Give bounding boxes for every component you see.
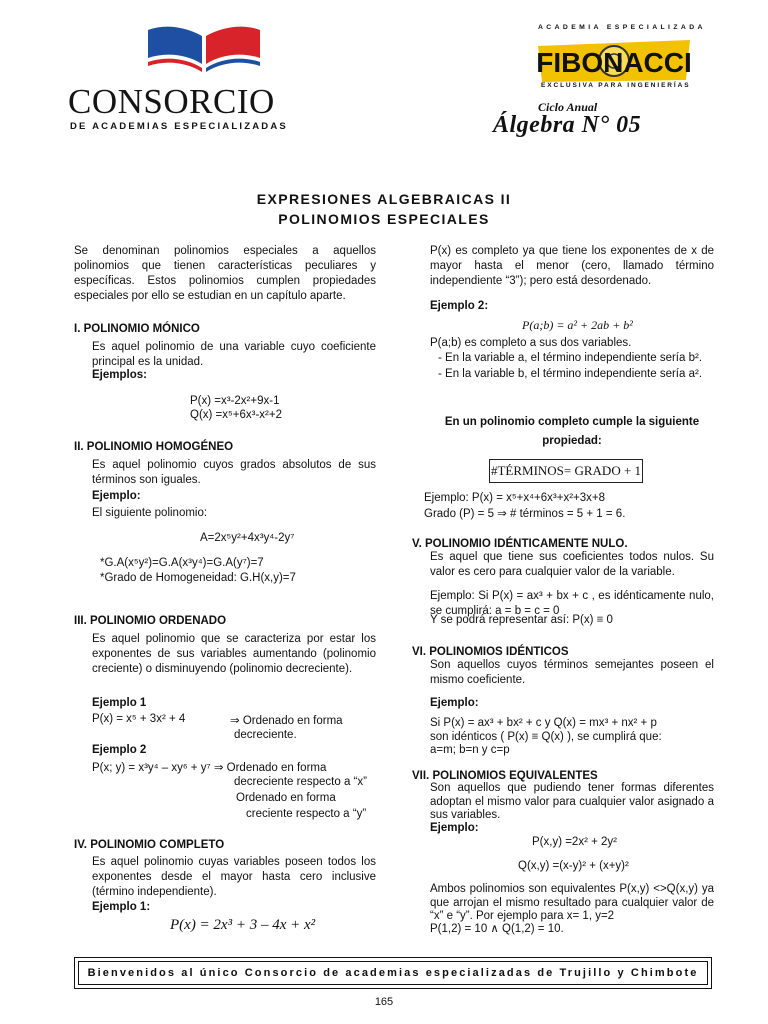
ordenado-ex2-label: Ejemplo 2 [92, 744, 147, 756]
section-monico-heading: I. POLINOMIO MÓNICO [74, 323, 200, 335]
completo-ex-poly: P(x) = 2x³ + 3 – 4x + x² [170, 917, 316, 933]
ordenado-ex1-result: ⇒ Ordenado en forma [230, 715, 343, 727]
completo-ex2-bullet-1: - En la variable a, el término independiente sería b². [438, 352, 703, 364]
section-equivalentes-text: Son aquellos que pudiendo tener formas diferentes adoptan el mismo valor para cualquier valor asignado a sus variables. [430, 782, 714, 821]
ordenado-ex1-result-2: decreciente. [234, 729, 297, 741]
section-completo-heading: IV. POLINOMIO COMPLETO [74, 839, 225, 851]
monico-example-2: Q(x) =x⁵+6x³-x²+2 [190, 409, 282, 421]
equivalentes-ex-text: Ambos polinomios son equivalentes P(x,y) <>Q(x,y) ya que arrojan el mismo resultado para cualquier valor de “x” e “y”. Por ejemplo para x= 1, y=2 [430, 883, 714, 922]
section-completo-text: Es aquel polinomio cuyas variables poseen todos los exponentes desde el mayor hasta cero inclusive (término independiente). [92, 856, 376, 898]
logo-subtitle: DE ACADEMIAS ESPECIALIZADAS [70, 121, 288, 132]
section-monico-text: Es aquel polinomio de una variable cuyo coeficiente principal es la unidad. [92, 341, 376, 368]
fibonacci-bottom-text: EXCLUSIVA PARA INGENIERÍAS [541, 82, 691, 89]
section-equivalentes-heading: VII. POLINOMIOS EQUIVALENTES [412, 770, 598, 782]
identicos-ex-label: Ejemplo: [430, 697, 479, 709]
ordenado-ex1-poly: P(x) = x⁵ + 3x² + 4 [92, 713, 186, 725]
ordenado-ex1-label: Ejemplo 1 [92, 697, 147, 709]
section-identicos-heading: VI. POLINOMIOS IDÉNTICOS [412, 646, 569, 658]
section-monico-ex-label: Ejemplos: [92, 369, 147, 381]
ordenado-ex2-r1: decreciente respecto a “x” [234, 776, 367, 788]
fibonacci-wordmark: FIBONACCI [536, 47, 692, 78]
consorcio-logo [68, 24, 298, 134]
book-logo-icon [144, 24, 264, 84]
monico-example-1: P(x) =x³-2x²+9x-1 [190, 395, 280, 407]
section-identicos-text: Son aquellos cuyos términos semejantes poseen el mismo coeficiente. [430, 659, 714, 686]
completo-ex2-bullet-2: - En la variable b, el término independiente sería a². [438, 368, 703, 380]
property-example-1: Ejemplo: P(x) = x⁵+x⁴+6x³+x²+3x+8 [424, 492, 606, 504]
section-ordenado-heading: III. POLINOMIO ORDENADO [74, 615, 227, 627]
section-nulo-heading: V. POLINOMIO IDÉNTICAMENTE NULO. [412, 538, 628, 550]
completo-ex2-poly: P(a;b) = a² + 2ab + b² [522, 318, 633, 332]
completo-ex2-text: P(a;b) es completo a sus dos variables. [430, 337, 632, 349]
property-line-2: propiedad: [542, 435, 602, 447]
identicos-ex-1: Si P(x) = ax³ + bx² + c y Q(x) = mx³ + nx² + p [430, 717, 657, 729]
fibonacci-logo [528, 22, 706, 102]
completo-continuation: P(x) es completo ya que tiene los exponentes de x de mayor hasta el menor (cero, llamado término independiente “3”); pero está desordenado. [430, 245, 714, 287]
ordenado-ex2-r3: creciente respecto a “y” [246, 808, 367, 820]
property-line-1: En un polinomio completo cumple la siguiente [444, 416, 700, 428]
page-number: 165 [374, 996, 394, 1008]
nulo-example-2: Y se podrá representar así: P(x) ≡ 0 [430, 614, 613, 626]
ordenado-ex2-r2: Ordenado en forma [236, 792, 336, 804]
property-formula-box: #TÉRMINOS= GRADO + 1 [489, 459, 643, 483]
section-nulo-text: Es aquel que tiene sus coeficientes todos nulos. Su valor es cero para cualquier valor de la variable. [430, 551, 714, 578]
section-homogeneo-text: Es aquel polinomio cuyos grados absolutos de sus términos son iguales. [92, 459, 376, 486]
property-example-2: Grado (P) = 5 ⇒ # términos = 5 + 1 = 6. [424, 508, 626, 520]
page-subtitle: POLINOMIOS ESPECIALES [278, 211, 490, 227]
logo-name: CONSORCIO [68, 82, 275, 121]
completo-ex2-label: Ejemplo 2: [430, 300, 489, 312]
homogeneo-ga: *G.A(x⁵y²)=G.A(x³y⁴)=G.A(y⁷)=7 [100, 557, 264, 569]
identicos-ex-2: son idénticos ( P(x) ≡ Q(x) ), se cumplirá que: [430, 731, 662, 743]
footer-banner [74, 957, 712, 989]
equivalentes-ex-label: Ejemplo: [430, 822, 479, 834]
section-homogeneo-ex-label: Ejemplo: [92, 490, 141, 502]
section-homogeneo-heading: II. POLINOMIO HOMOGÉNEO [74, 441, 234, 453]
section-ordenado-text: Es aquel polinomio que se caracteriza por estar los exponentes de sus variables aumentando (polinomio creciente) o disminuyendo (polinomio decreciente). [92, 633, 376, 675]
fibonacci-top-text: ACADEMIA ESPECIALIZADA [538, 24, 706, 31]
equivalentes-p: P(x,y) =2x² + 2y² [532, 836, 617, 848]
homogeneo-ex-intro: El siguiente polinomio: [92, 507, 208, 519]
equivalentes-ex-result: P(1,2) = 10 ∧ Q(1,2) = 10. [430, 923, 564, 935]
equivalentes-q: Q(x,y) =(x-y)² + (x+y)² [518, 860, 629, 872]
cycle-label: Ciclo Anual [538, 100, 598, 114]
intro-paragraph: Se denominan polinomios especiales a aquellos polinomios que tienen características peculiares y específicas. Estos polinomios cumplen propiedades especiales por ello se estudian en un capítulo aparte. [74, 245, 376, 302]
subject-title: Álgebra N° 05 [493, 112, 642, 138]
page-title: EXPRESIONES ALGEBRAICAS II [256, 191, 512, 207]
ordenado-ex2-poly: P(x; y) = x³y⁴ – xy⁶ + y⁷ ⇒ Ordenado en forma [92, 762, 327, 774]
nulo-example: Ejemplo: Si P(x) = ax³ + bx + c , es idénticamente nulo, se cumplirá: a = b = c = 0 [430, 590, 714, 617]
footer-banner-text: Bienvenidos al único Consorcio de academias especializadas de Trujillo y Chimbote [78, 961, 708, 985]
completo-ex-label: Ejemplo 1: [92, 901, 151, 913]
identicos-ex-3: a=m; b=n y c=p [430, 744, 510, 756]
homogeneo-gh: *Grado de Homogeneidad: G.H(x,y)=7 [100, 572, 296, 584]
homogeneo-polynomial: A=2x⁵y²+4x³y⁴-2y⁷ [200, 532, 295, 544]
